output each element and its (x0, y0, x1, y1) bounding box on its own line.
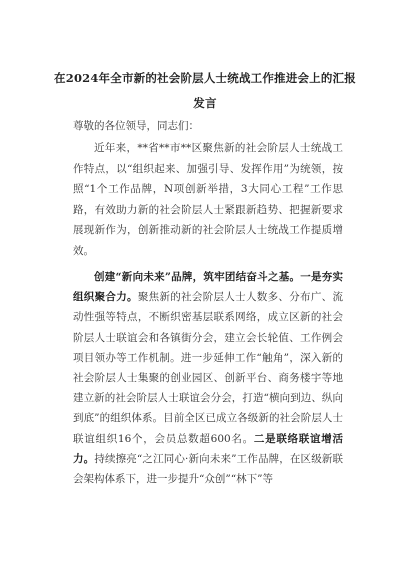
paragraph-section-1 (73, 267, 343, 489)
subsection-heading-2: 二是联络联谊增活力。 (73, 432, 343, 465)
document-title: 在2024年全市新的社会阶层人士统战工作推进会上的汇报发言 (54, 71, 356, 110)
salutation: 尊敬的各位领导，同志们： (73, 120, 199, 132)
paragraph-intro: 近年来，**省**市**区聚焦新的社会阶层人士统战工作特点，以“组织起来、加强引导、发挥作用”为统领，按照“1个工作品牌，N项创新举措，3大同心工程”工作思路，有效助力新的社会阶层人士紧跟新趋势、把握新要求展现新作为，创新推动新的社会阶层人士统战工作提质增效。 (73, 142, 343, 257)
subsection-heading-1: 一是夯实组织聚合力。 (73, 271, 343, 304)
subsection-text-1: 聚焦新的社会阶层人士人数多、分布广、流动性强等特点，不断织密基层联系网络，成立区新的社会阶层人士联谊会和各镇街分会，建立会长轮值、工作例会项目领办等工作机制。进一步延伸工作“触角”，深入新的社会阶层人士集聚的创业园区、创新平台、商务楼宇等地建立新的社会阶层人士联谊会分会，打造“横向到边、纵向到底”的组织体系。目前全区已成立各级新的社会阶层人士联谊组织16个，会员总数超600名。 (73, 291, 343, 445)
subsection-text-2: 持续擦亮“之江同心·新向未来”工作品牌，在区级新联会架构体系下，进一步提升“众创”“林下”等 (73, 452, 344, 486)
section-heading: 创建“新向未来”品牌，筑牢团结奋斗之基。 (94, 271, 301, 283)
